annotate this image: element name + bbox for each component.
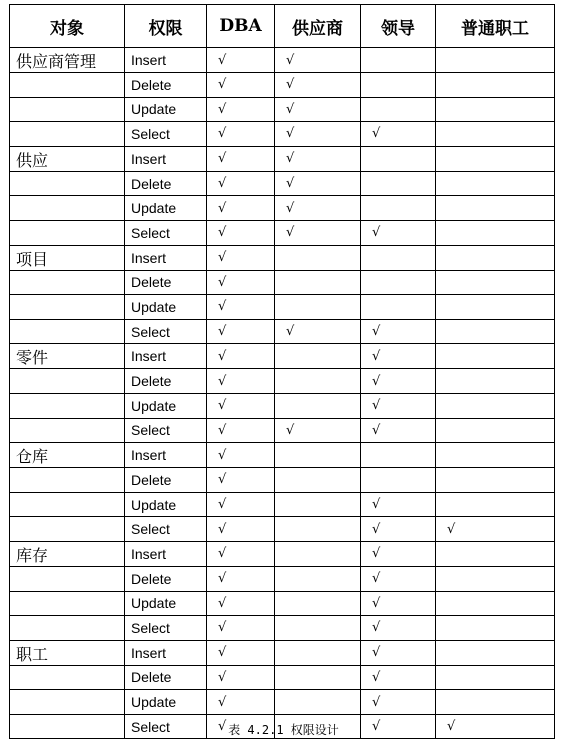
check-cell: √ [207, 196, 275, 221]
check-cell [361, 146, 436, 171]
check-cell: √ [361, 393, 436, 418]
table-row [10, 566, 555, 591]
permission-cell: Delete [125, 171, 207, 196]
check-cell: √ [207, 418, 275, 443]
object-cell: 职工 [10, 640, 125, 665]
check-cell: √ [207, 344, 275, 369]
header-row [10, 5, 555, 48]
check-cell [361, 468, 436, 493]
object-cell [10, 73, 125, 98]
permission-cell: Update [125, 393, 207, 418]
check-cell: √ [361, 566, 436, 591]
check-cell: √ [275, 97, 361, 122]
table-row [10, 48, 555, 73]
table-row [10, 369, 555, 394]
check-cell [275, 665, 361, 690]
table-row [10, 73, 555, 98]
check-cell: √ [361, 344, 436, 369]
check-cell: √ [207, 616, 275, 641]
table-row [10, 220, 555, 245]
permission-cell: Update [125, 196, 207, 221]
check-cell: √ [207, 122, 275, 147]
object-cell [10, 492, 125, 517]
check-cell: √ [207, 270, 275, 295]
check-cell [436, 393, 555, 418]
object-cell [10, 295, 125, 320]
check-cell: √ [436, 714, 555, 739]
check-cell: √ [207, 369, 275, 394]
table-row [10, 591, 555, 616]
check-cell: √ [275, 196, 361, 221]
object-cell [10, 418, 125, 443]
object-cell [10, 591, 125, 616]
check-cell [436, 665, 555, 690]
table-row [10, 640, 555, 665]
check-cell: √ [207, 640, 275, 665]
check-cell: √ [207, 690, 275, 715]
check-cell [436, 295, 555, 320]
permission-cell: Delete [125, 369, 207, 394]
object-cell [10, 393, 125, 418]
check-cell: √ [361, 517, 436, 542]
check-cell [361, 171, 436, 196]
check-cell: √ [361, 541, 436, 566]
check-cell: √ [361, 220, 436, 245]
check-cell [275, 566, 361, 591]
table-row [10, 295, 555, 320]
permission-cell: Delete [125, 468, 207, 493]
check-cell: √ [207, 714, 275, 739]
check-cell [275, 295, 361, 320]
check-cell [436, 616, 555, 641]
check-cell [436, 171, 555, 196]
permission-cell: Insert [125, 146, 207, 171]
permission-cell: Select [125, 517, 207, 542]
check-cell: √ [275, 220, 361, 245]
check-cell: √ [361, 591, 436, 616]
check-cell [275, 690, 361, 715]
check-cell [361, 73, 436, 98]
permission-cell: Insert [125, 344, 207, 369]
object-cell: 仓库 [10, 443, 125, 468]
check-cell: √ [207, 48, 275, 73]
check-cell: √ [207, 468, 275, 493]
permission-cell: Select [125, 616, 207, 641]
object-cell [10, 171, 125, 196]
table-row [10, 319, 555, 344]
permission-cell: Update [125, 97, 207, 122]
check-cell [275, 443, 361, 468]
table-row [10, 97, 555, 122]
check-cell [436, 640, 555, 665]
object-cell [10, 690, 125, 715]
check-cell [275, 591, 361, 616]
permission-cell: Update [125, 295, 207, 320]
header-supplier: 供应商 [275, 5, 361, 48]
check-cell [436, 122, 555, 147]
check-cell: √ [361, 616, 436, 641]
permission-cell: Delete [125, 665, 207, 690]
check-cell: √ [207, 245, 275, 270]
check-cell: √ [361, 122, 436, 147]
check-cell [436, 690, 555, 715]
table-row [10, 245, 555, 270]
check-cell [361, 443, 436, 468]
check-cell [436, 97, 555, 122]
permission-cell: Select [125, 220, 207, 245]
check-cell [436, 369, 555, 394]
check-cell [361, 245, 436, 270]
permission-cell: Insert [125, 541, 207, 566]
table-row [10, 468, 555, 493]
permission-cell: Select [125, 122, 207, 147]
check-cell [275, 344, 361, 369]
check-cell: √ [361, 690, 436, 715]
table-row [10, 196, 555, 221]
check-cell: √ [207, 319, 275, 344]
check-cell: √ [207, 443, 275, 468]
check-cell [275, 270, 361, 295]
permission-table [9, 4, 555, 739]
table-row [10, 418, 555, 443]
check-cell [436, 566, 555, 591]
table-header [10, 5, 555, 48]
check-cell: √ [207, 665, 275, 690]
table-row [10, 541, 555, 566]
check-cell [436, 196, 555, 221]
table-row [10, 122, 555, 147]
check-cell [275, 492, 361, 517]
check-cell: √ [207, 73, 275, 98]
check-cell [275, 616, 361, 641]
check-cell [436, 73, 555, 98]
check-cell [275, 541, 361, 566]
table-row [10, 393, 555, 418]
check-cell [275, 468, 361, 493]
permission-cell: Insert [125, 640, 207, 665]
object-cell: 项目 [10, 245, 125, 270]
permission-table-container [9, 4, 554, 739]
check-cell: √ [207, 295, 275, 320]
check-cell: √ [207, 171, 275, 196]
object-cell [10, 196, 125, 221]
table-row [10, 665, 555, 690]
object-cell [10, 369, 125, 394]
check-cell [436, 541, 555, 566]
table-row [10, 690, 555, 715]
table-row [10, 270, 555, 295]
permission-cell: Delete [125, 73, 207, 98]
check-cell: √ [207, 393, 275, 418]
check-cell [436, 319, 555, 344]
check-cell: √ [361, 369, 436, 394]
permission-cell: Insert [125, 443, 207, 468]
object-cell: 库存 [10, 541, 125, 566]
check-cell [436, 245, 555, 270]
check-cell [436, 344, 555, 369]
object-cell [10, 220, 125, 245]
table-row [10, 146, 555, 171]
check-cell [275, 369, 361, 394]
header-staff: 普通职工 [436, 5, 555, 48]
permission-cell: Insert [125, 245, 207, 270]
check-cell [436, 492, 555, 517]
permission-cell: Delete [125, 566, 207, 591]
permission-cell: Update [125, 591, 207, 616]
check-cell [436, 48, 555, 73]
permission-cell: Select [125, 714, 207, 739]
check-cell: √ [207, 566, 275, 591]
check-cell: √ [361, 418, 436, 443]
permission-cell: Delete [125, 270, 207, 295]
object-cell: 供应 [10, 146, 125, 171]
object-cell [10, 122, 125, 147]
check-cell: √ [361, 640, 436, 665]
table-row [10, 517, 555, 542]
object-cell [10, 270, 125, 295]
check-cell: √ [361, 714, 436, 739]
check-cell: √ [275, 48, 361, 73]
check-cell: √ [275, 122, 361, 147]
object-cell [10, 665, 125, 690]
permission-cell: Update [125, 690, 207, 715]
header-permission: 权限 [125, 5, 207, 48]
table-row [10, 616, 555, 641]
check-cell: √ [275, 146, 361, 171]
check-cell: √ [275, 319, 361, 344]
check-cell: √ [207, 220, 275, 245]
object-cell: 零件 [10, 344, 125, 369]
check-cell [275, 640, 361, 665]
check-cell [275, 517, 361, 542]
check-cell: √ [275, 73, 361, 98]
check-cell: √ [361, 665, 436, 690]
permission-cell: Insert [125, 48, 207, 73]
check-cell [436, 468, 555, 493]
table-row [10, 492, 555, 517]
table-body [10, 48, 555, 739]
check-cell [436, 591, 555, 616]
check-cell: √ [436, 517, 555, 542]
object-cell [10, 468, 125, 493]
check-cell: √ [207, 97, 275, 122]
check-cell [275, 393, 361, 418]
check-cell: √ [275, 418, 361, 443]
check-cell [275, 245, 361, 270]
check-cell [361, 295, 436, 320]
check-cell: √ [275, 171, 361, 196]
check-cell [436, 220, 555, 245]
check-cell: √ [207, 146, 275, 171]
check-cell: √ [207, 517, 275, 542]
object-cell [10, 97, 125, 122]
object-cell [10, 616, 125, 641]
check-cell: √ [207, 591, 275, 616]
permission-cell: Select [125, 418, 207, 443]
check-cell [436, 418, 555, 443]
permission-cell: Select [125, 319, 207, 344]
table-row [10, 344, 555, 369]
check-cell [436, 270, 555, 295]
header-leader: 领导 [361, 5, 436, 48]
check-cell [436, 146, 555, 171]
permission-cell: Update [125, 492, 207, 517]
table-row [10, 443, 555, 468]
check-cell [436, 443, 555, 468]
object-cell: 供应商管理 [10, 48, 125, 73]
check-cell: √ [361, 319, 436, 344]
table-row [10, 171, 555, 196]
check-cell [361, 48, 436, 73]
object-cell [10, 517, 125, 542]
check-cell: √ [361, 492, 436, 517]
header-dba: DBA [207, 5, 275, 48]
header-object: 对象 [10, 5, 125, 48]
check-cell [361, 97, 436, 122]
check-cell: √ [207, 541, 275, 566]
check-cell: √ [207, 492, 275, 517]
object-cell [10, 566, 125, 591]
check-cell [361, 270, 436, 295]
table-caption: 表 4.2.1 权限设计 [228, 723, 339, 737]
check-cell [361, 196, 436, 221]
object-cell [10, 319, 125, 344]
